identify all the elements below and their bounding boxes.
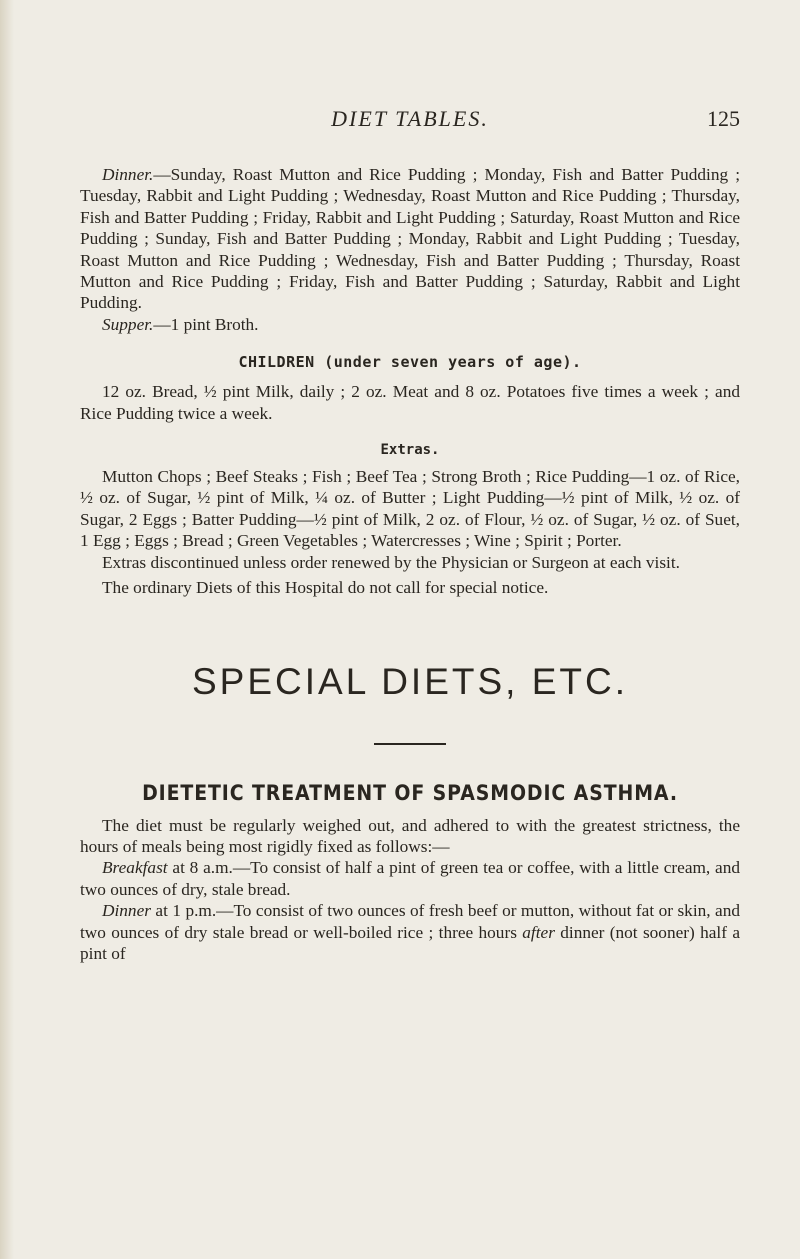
extras-discontinued-paragraph: Extras discontinued unless order renewed by the Physician or Surgeon at each visit. xyxy=(102,552,680,572)
running-head xyxy=(80,0,740,164)
asthma-intro-paragraph: The diet must be regularly weighed out, and adhered to with the greatest strictness, the hours of meals being most rigidly fixed as follows:— xyxy=(80,815,740,856)
children-heading: CHILDREN (under seven years of age). xyxy=(238,353,582,372)
extras-heading: Extras. xyxy=(380,442,440,459)
supper-label: Supper. xyxy=(102,314,154,334)
special-diets-title: SPECIAL DIETS, ETC. xyxy=(192,660,628,702)
asthma-dinner-text-2: dinner (not sooner) half a pint of xyxy=(80,922,741,963)
asthma-subheading: DIETETIC TREATMENT OF SPASMODIC ASTHMA. xyxy=(142,780,678,805)
asthma-dinner-label: Dinner xyxy=(102,901,151,921)
ordinary-diets-paragraph: The ordinary Diets of this Hospital do not call for special notice. xyxy=(102,578,549,598)
page-number: 125 xyxy=(707,106,740,131)
children-paragraph: 12 oz. Bread, ½ pint Milk, daily ; 2 oz. Meat and 8 oz. Potatoes five times a week ; and Rice Pudding twice a week. xyxy=(80,382,740,423)
breakfast-label: Breakfast xyxy=(102,858,168,878)
running-title: DIET TABLES. xyxy=(331,106,489,131)
supper-text: —1 pint Broth. xyxy=(153,314,259,334)
dinner-text: —Sunday, Roast Mutton and Rice Pudding ; Monday, Fish and Batter Pudding ; Tuesday, Rabbit and Light Pudding ; Wednesday, Roast Mutton and Rice Pudding ; Thursday, Fish and Batter Pudding ; Friday, Rabbit and Light Pudding ; Saturday, Roast Mutton and Rice Pudding ; Sunday, Fish and Batter Pudding ; Monday, Rabbit and Light Pudding ; Tuesday, Roast Mutton and Rice Pudding ; Wednesday, Fish and Batter Pudding ; Thursday, Roast Mutton and Rice Pudding ; Friday, Fish and Batter Pudding ; Saturday, Rabbit and Light Pudding. xyxy=(80,165,740,313)
dinner-paragraph xyxy=(80,164,740,314)
section-rule xyxy=(374,743,446,745)
supper-paragraph xyxy=(80,314,740,335)
breakfast-text: at 8 a.m.—To consist of half a pint of green tea or coffee, with a little cream, and two ounces of dry, stale bread. xyxy=(80,858,740,899)
asthma-dinner-text-1: at 1 p.m.—To consist of two ounces of fresh beef or mutton, without fat or skin, and two ounces of dry stale bread or well-boiled rice ; three hours xyxy=(80,901,740,942)
asthma-dinner-after: after xyxy=(522,922,555,942)
asthma-dinner-paragraph xyxy=(80,900,740,964)
breakfast-paragraph xyxy=(80,857,740,900)
dinner-label: Dinner. xyxy=(102,165,154,184)
page-edge-shadow xyxy=(0,0,14,1259)
extras-paragraph: Mutton Chops ; Beef Steaks ; Fish ; Beef Tea ; Strong Broth ; Rice Pudding—1 oz. of Rice, ½ oz. of Sugar, ½ pint of Milk, ¼ oz. of Butter ; Light Pudding—½ pint of Milk, ½ oz. of Sugar, 2 Eggs ; Batter Pudding—½ pint of Milk, 2 oz. of Flour, ½ oz. of Sugar, ½ oz. of Suet, 1 Egg ; Eggs ; Bread ; Green Vegetables ; Watercresses ; Wine ; Spirit ; Porter. xyxy=(80,467,740,551)
